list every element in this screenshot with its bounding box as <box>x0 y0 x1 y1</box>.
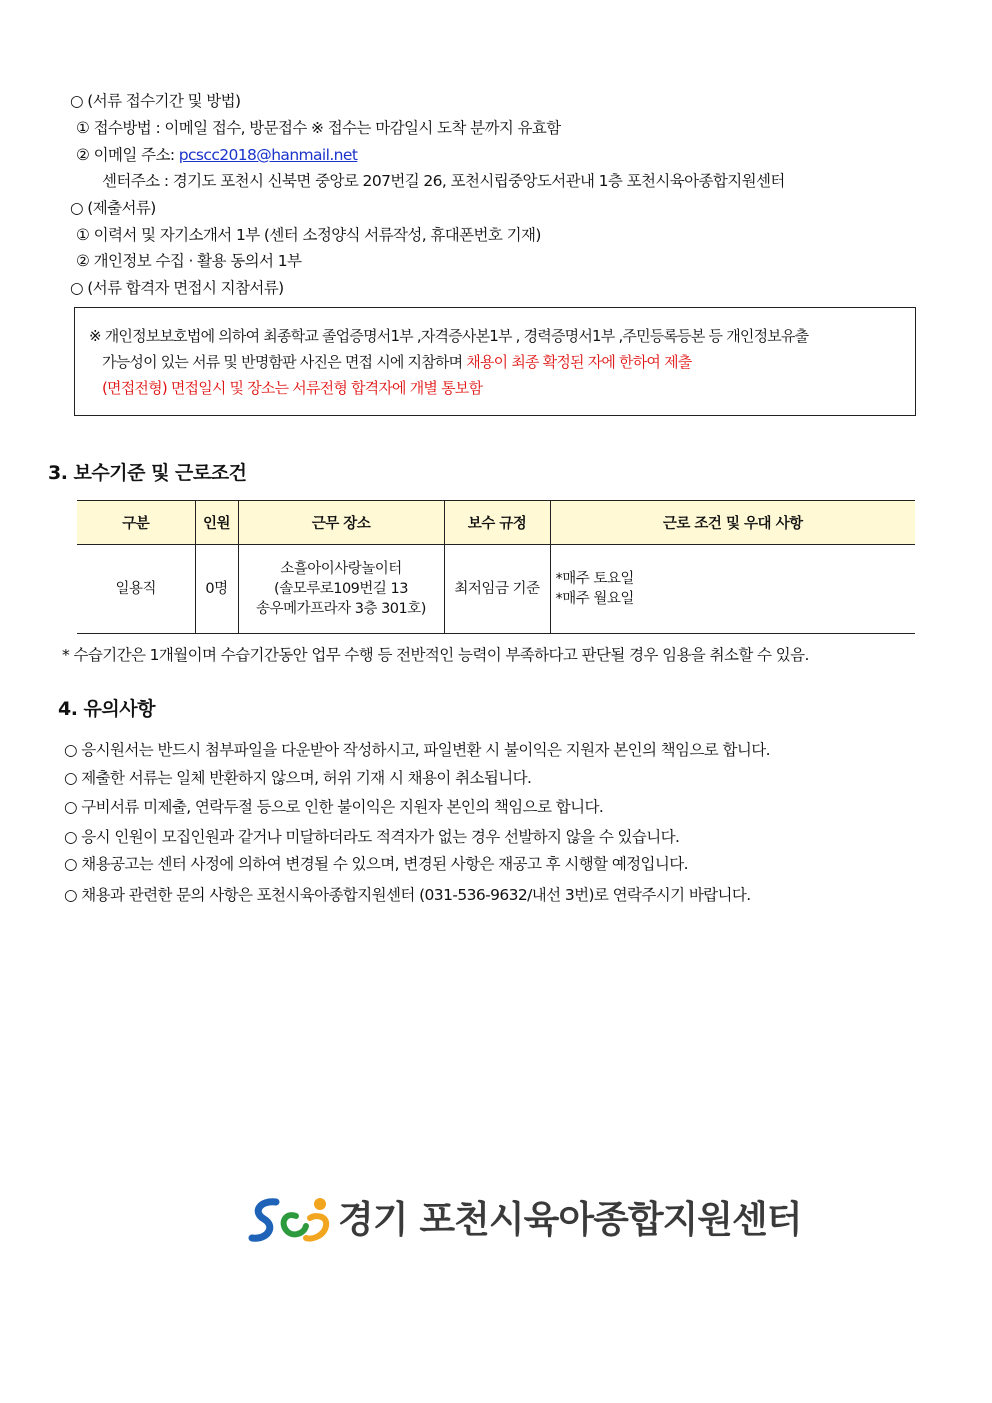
notice-line-3: (면접전형) 면접일시 및 장소는 서류전형 합격자에 개별 통보함 <box>102 379 483 397</box>
notice-line-2-text: 가능성이 있는 서류 및 반명함판 사진은 면접 시에 지참하며 <box>102 353 467 371</box>
pay-conditions-table <box>77 500 915 634</box>
documents-heading: ○ (제출서류) <box>70 199 156 217</box>
table-header-row <box>77 501 915 545</box>
center-logo <box>246 1192 802 1248</box>
application-heading: ○ (서류 접수기간 및 방법) <box>70 92 241 110</box>
place-line-1: 소흘아이사랑놀이터 <box>280 561 402 577</box>
interview-docs-heading: ○ (서류 합격자 면접시 지참서류) <box>70 279 284 297</box>
place-line-3: 송우메가프라자 3층 301호) <box>256 601 426 617</box>
notice-line-2-highlight: 채용이 최종 확정된 자에 한하여 제출 <box>466 353 692 371</box>
header-category: 구분 <box>77 501 195 545</box>
documents-item-2: ② 개인정보 수집 · 활용 동의서 1부 <box>76 252 302 270</box>
cell-pay: 최저임금 기준 <box>444 545 550 634</box>
cell-category: 일용직 <box>77 545 195 634</box>
notice-line-2 <box>102 352 691 372</box>
center-logo-text: 경기 포천시육아종합지원센터 <box>338 1198 802 1241</box>
notice-item-6: ○ 채용과 관련한 문의 사항은 포천시육아종합지원센터 (031-536-9632/내선 3번)로 연락주시기 바랍니다. <box>64 886 751 904</box>
cell-place <box>238 545 444 634</box>
email-link[interactable]: pcscc2018@hanmail.net <box>178 146 358 164</box>
notice-item-4: ○ 응시 인원이 모집인원과 같거나 미달하더라도 적격자가 없는 경우 선발하지 않을 수 있습니다. <box>64 828 680 846</box>
notice-item-3: ○ 구비서류 미제출, 연락두절 등으로 인한 불이익은 지원자 본인의 책임으로 합니다. <box>64 798 604 816</box>
header-conditions: 근로 조건 및 우대 사항 <box>550 501 915 545</box>
notice-box <box>74 307 916 416</box>
application-method: ① 접수방법 : 이메일 접수, 방문접수 ※ 접수는 마감일시 도착 분까지 유효함 <box>76 119 561 137</box>
notice-item-2: ○ 제출한 서류는 일체 반환하지 않으며, 허위 기재 시 채용이 취소됩니다. <box>64 769 532 787</box>
application-email-line <box>76 145 357 165</box>
condition-line-2: *매주 월요일 <box>555 591 634 607</box>
center-logo-icon <box>246 1192 336 1248</box>
notice-item-5: ○ 채용공고는 센터 사정에 의하여 변경될 수 있으며, 변경된 사항은 재공고 후 시행할 예정입니다. <box>64 855 689 873</box>
center-address: 센터주소 : 경기도 포천시 신북면 중앙로 207번길 26, 포천시립중앙도서관내 1층 포천시육아종합지원센터 <box>102 172 785 190</box>
notice-line-1: ※ 개인정보보호법에 의하여 최종학교 졸업증명서1부 ,자격증사본1부 , 경력증명서1부 ,주민등록등본 등 개인정보유출 <box>89 327 809 345</box>
section-4-title: 4. 유의사항 <box>58 698 155 720</box>
cell-conditions <box>550 545 915 634</box>
header-place: 근무 장소 <box>238 501 444 545</box>
documents-item-1: ① 이력서 및 자기소개서 1부 (센터 소정양식 서류작성, 휴대폰번호 기재) <box>76 226 541 244</box>
header-pay: 보수 규정 <box>444 501 550 545</box>
probation-footnote: * 수습기간은 1개월이며 수습기간동안 업무 수행 등 전반적인 능력이 부족하다고 판단될 경우 임용을 취소할 수 있음. <box>62 646 809 664</box>
cell-count: 0명 <box>195 545 238 634</box>
table-row <box>77 545 915 634</box>
email-label: ② 이메일 주소: <box>76 146 179 164</box>
section-3-title: 3. 보수기준 및 근로조건 <box>48 462 247 484</box>
notice-item-1: ○ 응시원서는 반드시 첨부파일을 다운받아 작성하시고, 파일변환 시 불이익은 지원자 본인의 책임으로 합니다. <box>64 741 770 759</box>
header-count: 인원 <box>195 501 238 545</box>
condition-line-1: *매주 토요일 <box>555 571 634 587</box>
place-line-2: (솔모루로109번길 13 <box>274 581 408 597</box>
